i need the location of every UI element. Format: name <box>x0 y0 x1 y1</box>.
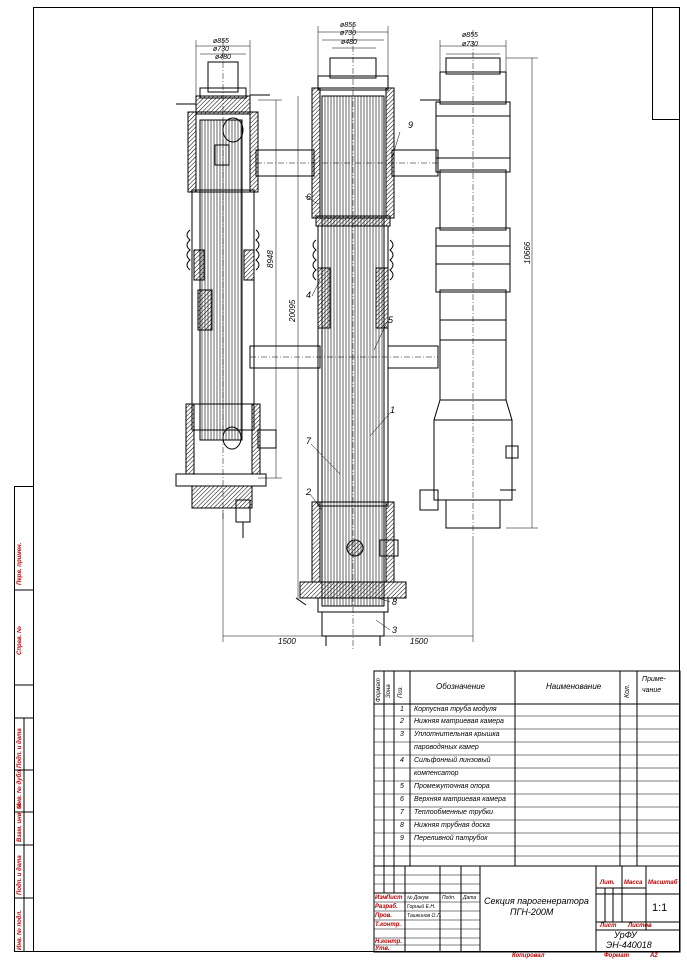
tb-org: УрФУ <box>614 930 637 940</box>
spec-row <box>376 755 680 768</box>
callout-4: 4 <box>306 290 312 300</box>
spec-row-text: Переливной патрубок <box>414 835 488 842</box>
callout-5: 5 <box>388 315 394 325</box>
spec-row-pos: 2 <box>400 718 404 725</box>
tb-sheet: Лист <box>600 923 617 929</box>
side-label: Подп. и дата <box>17 855 23 895</box>
side-label: Перв. примен. <box>17 542 23 585</box>
tb-prov: Пров. <box>375 913 392 919</box>
dim-20095: 20095 <box>288 299 297 322</box>
side-label: Инв. № дубл. <box>17 768 23 808</box>
dim-mid-855: ø855 <box>340 22 356 29</box>
spec-row-pos: 5 <box>400 783 404 790</box>
tb-title-line1: Секция парогенератора <box>484 896 589 906</box>
dim-left-730: ø730 <box>213 46 229 53</box>
side-label: Инв. № подл. <box>17 910 23 950</box>
dim-1500-left: 1500 <box>278 637 296 646</box>
spec-row-pos: 8 <box>400 822 404 829</box>
tb-razrab: Разраб. <box>375 904 398 910</box>
spec-row-text: Нижняя трубная доска <box>414 822 490 829</box>
spec-row-pos: 4 <box>400 757 404 764</box>
right-module <box>420 30 518 540</box>
spec-row-text: Уплотнительная крышка <box>414 731 500 738</box>
callout-3: 3 <box>392 625 398 635</box>
side-label: Подп. и дата <box>17 728 23 768</box>
spec-row <box>376 833 680 846</box>
dim-mid-480: ø480 <box>341 39 357 46</box>
spec-row-pos: 1 <box>400 706 404 713</box>
side-label: Справ. № <box>17 626 23 655</box>
spec-header-designation: Обозначение <box>436 682 486 691</box>
spec-row-pos: 6 <box>400 796 404 803</box>
tb-scale: 1:1 <box>652 902 668 914</box>
spec-header-name: Наименование <box>546 682 602 691</box>
callout-2: 2 <box>306 487 312 497</box>
spec-row-text: Нижняя матриевая камера <box>414 718 504 725</box>
spec-header-format: Формат <box>376 678 382 702</box>
spec-row <box>376 781 680 794</box>
spec-row-text: Сильфонный линзовый <box>414 757 491 764</box>
callout-8: 8 <box>392 597 398 607</box>
spec-row-pos: 9 <box>400 835 404 842</box>
tb-sheets: Листов <box>628 923 652 929</box>
tb-prov-name: Ташкинов О.Л. <box>407 913 442 919</box>
tb-code: ЭН-440018 <box>606 940 652 950</box>
callout-7: 7 <box>306 436 312 446</box>
dim-10666: 10666 <box>523 241 532 264</box>
dim-8948: 8948 <box>266 250 275 268</box>
tb-col-sign: Подп. <box>442 895 456 901</box>
spec-row <box>376 729 680 742</box>
spec-row <box>376 742 680 755</box>
spec-row-text: Теплообменные трубки <box>414 809 494 816</box>
tb-col-izm: Изм <box>375 895 387 901</box>
side-label: Взам. инв. № <box>17 802 23 842</box>
callout-1: 1 <box>390 405 396 415</box>
spec-header-pos: Поз. <box>398 685 404 698</box>
spec-row-pos: 3 <box>400 731 404 738</box>
spec-row <box>376 794 680 807</box>
tb-col-doc: № Докум. <box>407 895 430 901</box>
dim-left-480: ø480 <box>215 54 231 61</box>
tb-utv: Утв. <box>375 946 390 952</box>
tb-format-val: А2 <box>650 953 658 959</box>
spec-row <box>376 716 680 729</box>
dim-right-730: ø730 <box>462 41 478 48</box>
tb-title-line2: ПГН-200М <box>510 907 554 917</box>
spec-header-zone: Зона <box>386 684 392 698</box>
spec-row <box>376 807 680 820</box>
tb-mass: Масса <box>624 880 643 886</box>
spec-row <box>376 768 680 781</box>
spec-row-text: пароводяных камер <box>414 744 479 751</box>
tb-copied: Копировал <box>512 953 545 959</box>
spec-row-pos: 7 <box>400 809 404 816</box>
dim-mid-730: ø730 <box>340 30 356 37</box>
tb-format: Формат <box>604 953 630 959</box>
callout-9: 9 <box>408 120 414 130</box>
dim-right-855: ø855 <box>462 32 478 39</box>
middle-module <box>296 24 406 650</box>
tb-col-list: Лист <box>386 895 403 901</box>
spec-row-text: Промежуточная опора <box>414 783 490 790</box>
spec-header-note: Приме- чание <box>642 676 666 694</box>
dim-left-855: ø855 <box>213 38 229 45</box>
tb-lit: Лит. <box>600 880 615 886</box>
spec-row-text: Верхняя матриевая камера <box>414 796 506 803</box>
spec-row <box>376 820 680 833</box>
dim-1500-right: 1500 <box>410 637 428 646</box>
spec-row-text: Корпусная труба модуля <box>414 706 497 713</box>
tb-scale-label: Масштаб <box>648 880 678 886</box>
spec-row-text: компенсатор <box>414 770 459 777</box>
left-module <box>176 40 276 538</box>
tb-nkontr: Н.контр. <box>375 939 402 945</box>
spec-header-qty: Кол. <box>624 684 631 698</box>
callout-6: 6 <box>306 192 312 202</box>
tb-razrab-name: Горный Е.Н. <box>407 904 436 910</box>
tb-col-date: Дата <box>463 895 477 901</box>
tb-tkontr: Т.контр. <box>375 922 402 928</box>
